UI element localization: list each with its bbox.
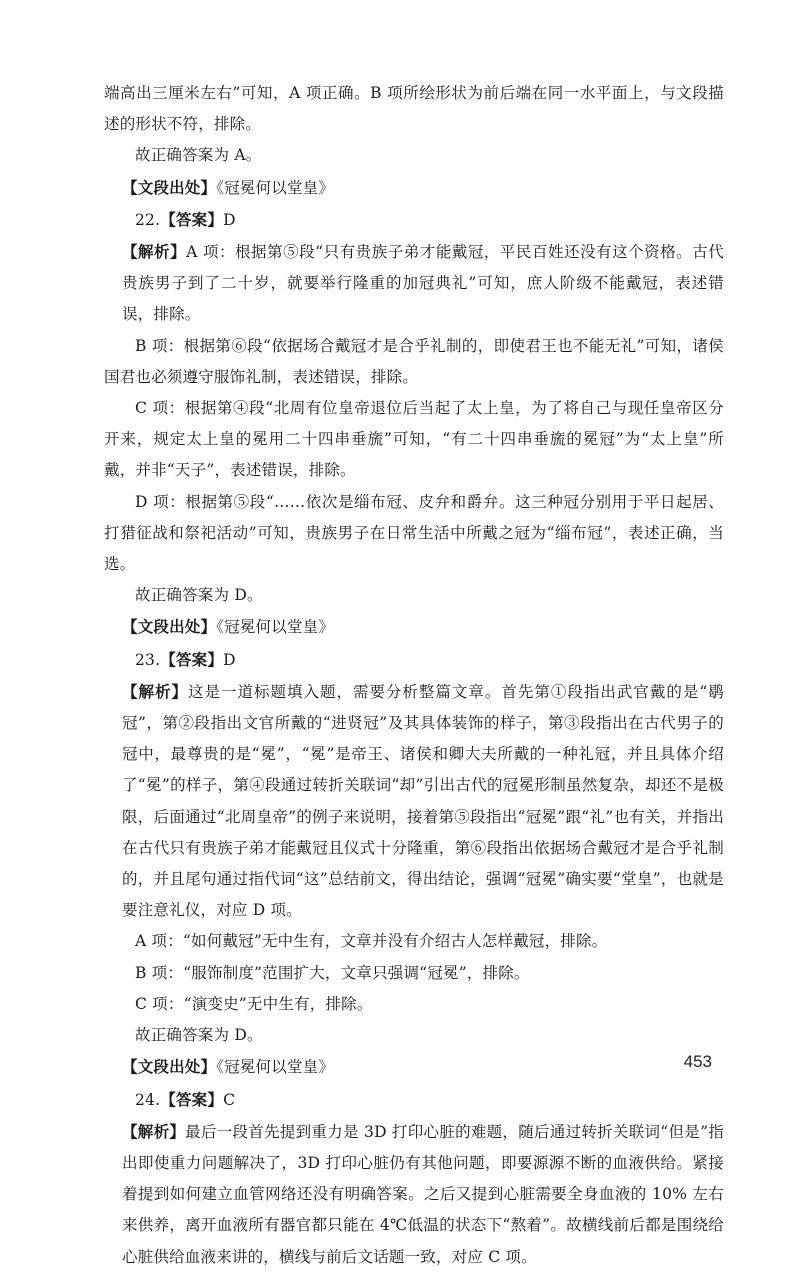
q24-number: 24. (135, 1090, 161, 1109)
q23-option-c: C 项：“演变史”无中生有，排除。 (135, 994, 373, 1013)
document-body (104, 78, 724, 1273)
q22-source (104, 611, 724, 643)
q21-source (104, 172, 724, 204)
q22-analysis-a (104, 236, 724, 331)
q23-analysis-text: 这是一道标题填入题，需要分析整篇文章。首先第①段指出武官戴的是“鹖冠”，第②段指出文官所戴的“进贤冠”及其具体装饰的样子，第③段指出在古代男子的冠中，最尊贵的是“冕”，“冕”是帝王、诸侯和卿大夫所戴的一种礼冠，并且具体介绍了“冕”的样子，第④段通过转折关联词“却”引出古代的冠冕形制虽然复杂，却还不是极限，后面通过“北周皇帝”的例子来说明，接着第⑤段指出“冠冕”跟“礼”也有关，并指出在古代只有贵族子弟才能戴冠且仪式十分隆重，第⑥段指出依据场合戴冠才是合乎礼制的，并且尾句通过指代词“这”总结前文，得出结论，强调“冠冕”确实要“堂皇”，也就是要注意礼仪，对应 D 项。 (122, 682, 724, 920)
q22-answer (104, 204, 724, 236)
q23-conclusion: 故正确答案为 D。 (135, 1026, 263, 1045)
q23-analysis (104, 676, 724, 927)
answer-label: 【答案】 (160, 1089, 224, 1109)
q23-option-a: A 项：“如何戴冠”无中生有，文章并没有介绍古人怎样戴冠，排除。 (135, 932, 608, 951)
analysis-label: 【解析】 (122, 1121, 186, 1141)
q22-option-d: D 项：根据第⑤段“……依次是缁布冠、皮弁和爵弁。这三种冠分别用于平日起居、打猎征战和祭祀活动”可知，贵族男子在日常生活中所戴之冠为“缁布冠”，表述正确，当选。 (104, 492, 724, 574)
q22-answer-letter: D (223, 210, 236, 229)
source-label: 【文段出处】 (122, 177, 217, 197)
q23-number: 23. (135, 650, 161, 669)
q22-conclusion: 故正确答案为 D。 (135, 586, 263, 605)
q22-option-b: B 项：根据第⑥段“依据场合戴冠才是合乎礼制的，即使君王也不能无礼”可知，诸侯国君也必须遵守服饰礼制，表述错误，排除。 (104, 336, 724, 386)
q23-option-b: B 项：“服饰制度”范围扩大，文章只强调“冠冕”，排除。 (135, 963, 530, 982)
q23-source (104, 1051, 724, 1083)
q24-answer-letter: C (223, 1090, 236, 1109)
q22-option-a: A 项：根据第⑤段“只有贵族子弟才能戴冠，平民百姓还没有这个资格。古代贵族男子到了二十岁，就要举行隆重的加冠典礼”可知，庶人阶级不能戴冠，表述错误，排除。 (122, 243, 724, 324)
answer-label: 【答案】 (160, 649, 224, 669)
q24-analysis-text: 最后一段首先提到重力是 3D 打印心脏的难题，随后通过转折关联词“但是”指出即使重力问题解决了，3D 打印心脏仍有其他问题，即要源源不断的血液供给。紧接着提到如何建立血管网络还没有明确答案。之后又提到心脏需要全身血液的 10% 左右来供养，离开血液所有器官都只能在 4℃低温的状态下“熬着”。故横线前后都是围绕给心脏供给血液来讲的，横线与前后文话题一致，对应 C 项。 (122, 1122, 724, 1266)
page-number: 453 (683, 1052, 712, 1071)
q21-conclusion: 故正确答案为 A。 (135, 146, 262, 165)
source-title: 《冠冕何以堂皇》 (216, 618, 335, 637)
q23-answer-letter: D (223, 650, 236, 669)
source-label: 【文段出处】 (122, 617, 217, 637)
paragraph-q21-end: 端高出三厘米左右”可知，A 项正确。B 项所绘形状为前后端在同一水平面上，与文段描述的形状不符，排除。 (104, 84, 724, 134)
source-title: 《冠冕何以堂皇》 (216, 1058, 335, 1077)
source-title: 《冠冕何以堂皇》 (216, 178, 335, 197)
q24-analysis (104, 1116, 724, 1273)
answer-label: 【答案】 (160, 209, 224, 229)
analysis-label: 【解析】 (122, 681, 188, 701)
analysis-label: 【解析】 (122, 242, 187, 262)
q22-number: 22. (135, 210, 161, 229)
q23-answer (104, 644, 724, 676)
q22-option-c: C 项：根据第④段“北周有位皇帝退位后当起了太上皇，为了将自己与现任皇帝区分开来，规定太上皇的冕用二十四串垂旒”可知，“有二十四串垂旒的冕冠”为“太上皇”所戴，并非“天子”，表述错误，排除。 (104, 399, 724, 480)
source-label: 【文段出处】 (122, 1057, 217, 1077)
